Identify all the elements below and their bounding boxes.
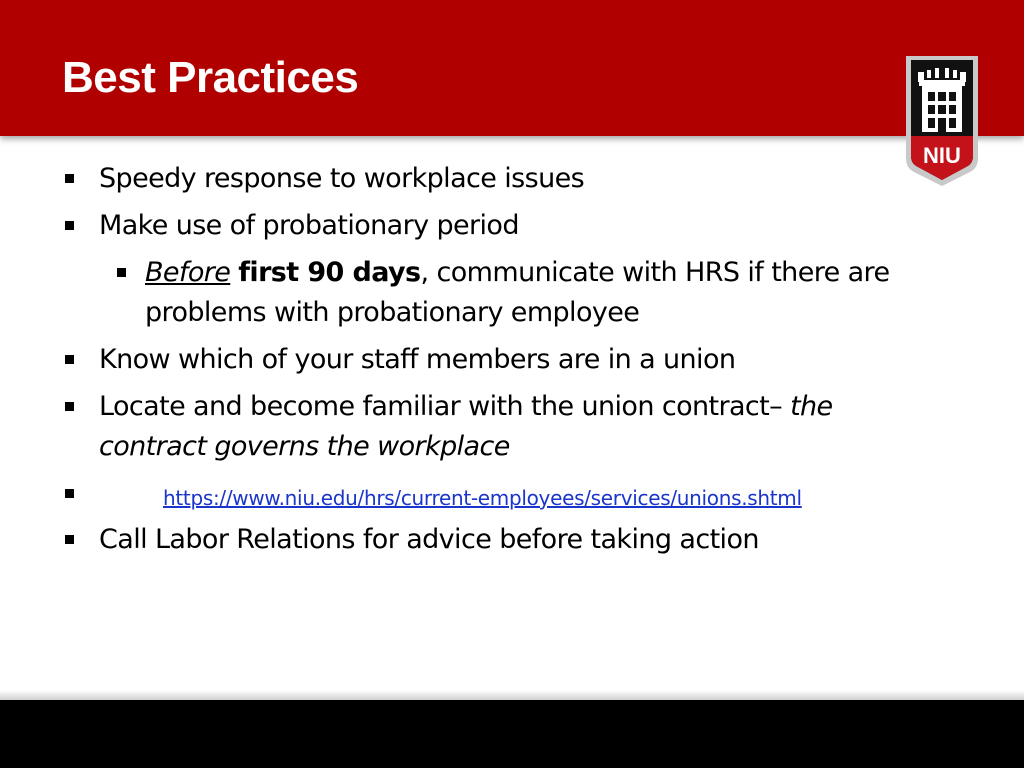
bullet-square-icon: [65, 355, 74, 364]
bullet-square-icon: [65, 402, 74, 411]
bullet-square-icon: [65, 535, 74, 544]
bullet-square-icon: [65, 221, 74, 230]
unions-link[interactable]: https://www.niu.edu/hrs/current-employees/services/unions.shtml: [163, 486, 802, 510]
bullet-text: Make use of probationary period: [99, 210, 519, 241]
slide-title: Best Practices: [62, 53, 359, 102]
bullet-text-line2: contract governs the workplace: [99, 431, 510, 462]
bullet-square-icon: [65, 174, 74, 183]
bullet-text: Know which of your staff members are in a union: [99, 344, 736, 375]
before-emphasis: Before: [145, 257, 231, 288]
sub-bullet-text-line2: problems with probationary employee: [145, 297, 640, 328]
bullet-text: Call Labor Relations for advice before taking action: [99, 524, 759, 555]
bullet-square-icon: [65, 489, 74, 498]
footer-bar: [0, 700, 1024, 768]
sub-bullet-text: , communicate with HRS if there are: [420, 257, 890, 288]
logo-text: NIU: [923, 143, 961, 168]
bullet-text: Locate and become familiar with the union contract–: [99, 391, 791, 422]
footer-shadow: [0, 690, 1024, 700]
bullet-italic-text: the: [790, 391, 833, 422]
first-90-days-emphasis: first 90 days: [238, 257, 421, 288]
bullet-text: Speedy response to workplace issues: [99, 163, 585, 194]
bullet-square-icon: [117, 268, 126, 277]
